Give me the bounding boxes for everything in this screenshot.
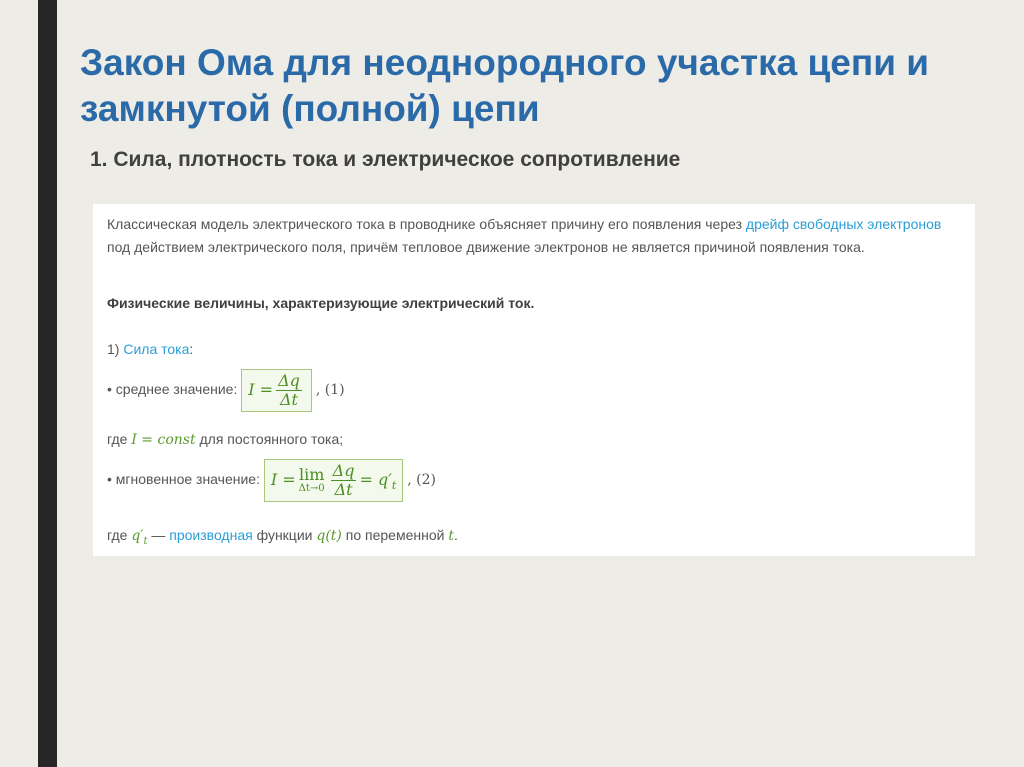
avg-lhs: I = bbox=[248, 380, 274, 399]
intro-paragraph bbox=[107, 213, 967, 259]
deriv-end: . bbox=[453, 527, 458, 543]
current-strength-link[interactable]: Сила тока bbox=[123, 341, 190, 357]
const-prefix: где bbox=[107, 431, 132, 447]
eq1-number: , (1) bbox=[315, 382, 345, 399]
avg-fraction bbox=[276, 372, 302, 409]
inst-denominator: Δt bbox=[334, 480, 353, 499]
slide-title: Закон Ома для неоднородного участка цепи и замкнутой (полной) цепи bbox=[80, 42, 929, 129]
inst-fraction bbox=[331, 462, 357, 499]
deriv-suffix: по переменной bbox=[341, 527, 449, 543]
inst-lhs: I = bbox=[270, 470, 296, 489]
item1-colon: : bbox=[189, 341, 194, 357]
average-value-line bbox=[107, 369, 345, 412]
limit-operator bbox=[299, 467, 325, 494]
inst-rhs-sub: t bbox=[391, 479, 397, 493]
deriv-mid: функции bbox=[252, 527, 317, 543]
quantities-heading: Физические величины, характеризующие электрический ток. bbox=[107, 295, 535, 311]
deriv-func: q(t) bbox=[316, 528, 342, 544]
inst-label: • мгновенное значение: bbox=[107, 471, 264, 488]
item1-line bbox=[107, 341, 193, 357]
derivative-link[interactable]: производная bbox=[169, 527, 253, 543]
drift-link[interactable]: дрейф свободных электронов bbox=[745, 216, 942, 232]
instant-value-line bbox=[107, 459, 436, 502]
avg-label: • среднее значение: bbox=[107, 381, 242, 398]
intro-text: Классическая модель электрического тока в проводнике объясняет причину его появления через bbox=[107, 216, 746, 232]
deriv-dash: — bbox=[147, 527, 170, 543]
left-accent-bar bbox=[38, 0, 57, 767]
eq2-number: , (2) bbox=[407, 472, 436, 489]
derivative-line bbox=[107, 527, 458, 547]
deriv-var: t bbox=[448, 528, 454, 544]
item1-number: 1) bbox=[107, 341, 124, 357]
avg-numerator: Δq bbox=[278, 371, 300, 390]
inst-numerator: Δq bbox=[332, 461, 355, 480]
lim-sub: Δt→0 bbox=[298, 483, 325, 494]
lim-word: lim bbox=[298, 465, 325, 484]
inst-rhs: = q′ bbox=[359, 470, 392, 489]
formula-instant-box bbox=[264, 459, 403, 502]
formula-average-box bbox=[241, 369, 312, 412]
deriv-prefix: где bbox=[107, 527, 132, 543]
deriv-q: q′ bbox=[131, 528, 144, 544]
deriv-q-sub: t bbox=[143, 535, 148, 547]
const-formula: I = const bbox=[131, 432, 196, 448]
content-panel bbox=[93, 204, 975, 556]
const-line bbox=[107, 431, 343, 448]
slide-subtitle: 1. Сила, плотность тока и электрическое сопротивление bbox=[90, 148, 681, 171]
intro-text-rest: под действием электрического поля, причём тепловое движение электронов не является причиной появления тока. bbox=[107, 239, 865, 255]
avg-denominator: Δt bbox=[279, 390, 298, 409]
const-suffix: для постоянного тока; bbox=[195, 431, 344, 447]
